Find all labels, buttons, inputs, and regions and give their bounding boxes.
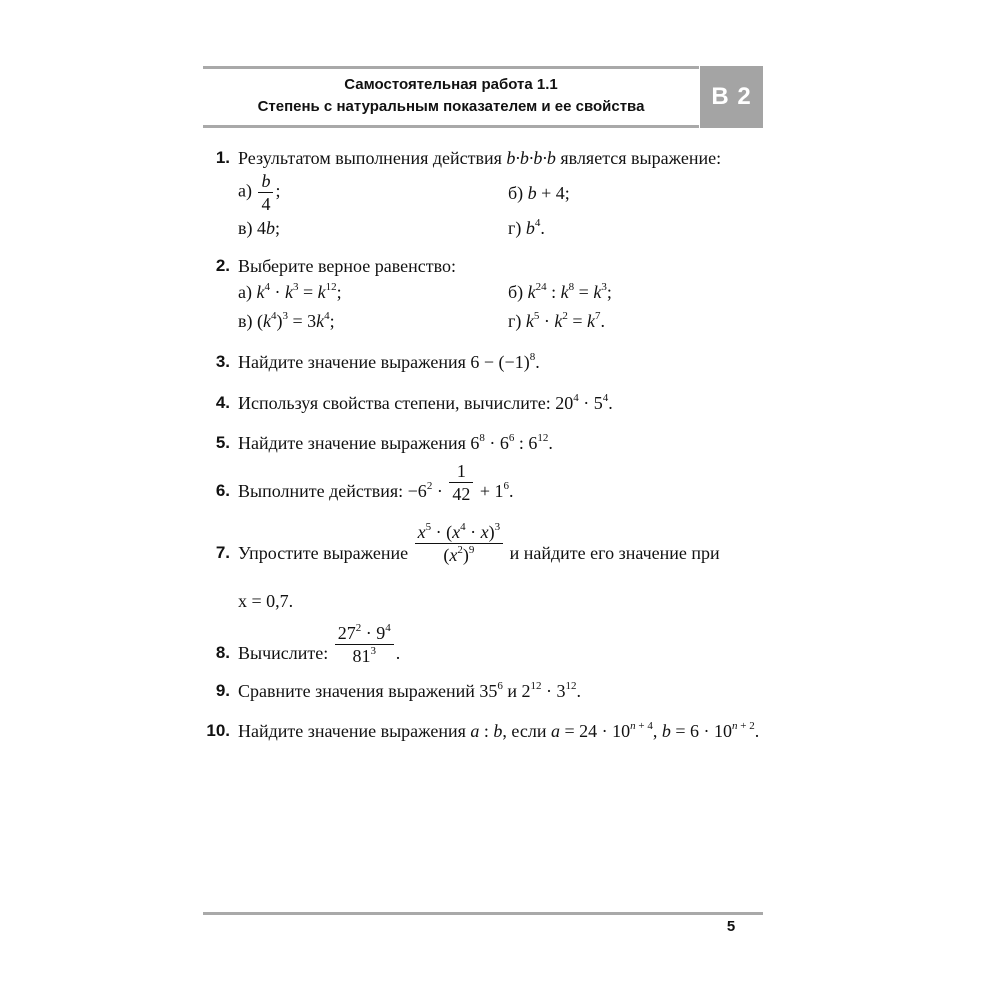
footer-rule	[203, 912, 763, 915]
task-text: Найдите значение выражения $6 - (-1)^8$.	[238, 351, 540, 372]
task-text: Найдите значение выражения a : b, если $a = 24 \cdot 10^{n + 4}$, $b = 6 \cdot 10^{n + 2}$.	[238, 720, 760, 741]
task-text: Вычислите: $\frac{27^2 \cdot 9^4}{81^3}$ .	[238, 622, 401, 667]
header-bottom-rule	[203, 125, 699, 128]
task-2-option-c: в) $(k^4)^3 = 3k^4$;	[238, 310, 335, 331]
task-1-option-d: г) $b^4$.	[508, 217, 545, 238]
task-7-continuation: x = 0,7.	[238, 591, 294, 611]
task-number: 6.	[215, 481, 230, 500]
task-number: 2.	[215, 256, 230, 275]
task-number: 9.	[215, 681, 230, 700]
worksheet-subtitle: Степень с натуральным показателем и ее свойства	[257, 98, 645, 115]
task-text: Сравните значения выражений $35^6$ и $2^{12} \cdot 3^{12}$.	[238, 680, 582, 701]
task-1-option-a: а) $\frac{b}{4}$ ;	[238, 171, 281, 214]
task-number: 1.	[215, 148, 230, 167]
task-text: Упростите выражение $\frac{x^5 \cdot (x^4 \cdot x)^3}{(x^2)^9}$ и найдите его значение при	[238, 521, 720, 566]
task-number: 7.	[215, 543, 230, 562]
task-text: Используя свойства степени, вычислите: $20^4 \cdot 5^4$.	[238, 392, 613, 413]
task-1-option-c: в) 4b;	[238, 218, 281, 238]
task-number: 10.	[206, 721, 230, 740]
task-text: Результатом выполнения действия b·b·b·b является выражение:	[238, 148, 722, 168]
task-2-option-a: а) $k^4 \cdot k^3 = k^{12}$;	[238, 281, 342, 302]
worksheet-header	[203, 66, 763, 128]
task-number: 3.	[215, 352, 230, 371]
page-number: 5	[726, 918, 736, 935]
task-2-option-b: б) $k^{24}$ : $k^8 = k^3$;	[508, 281, 612, 302]
task-2-option-d: г) $k^5 \cdot k^2 = k^7$.	[508, 310, 606, 331]
task-text: Выполните действия: $-6^2$ · $\frac{1}{42}$ + $1^6$.	[238, 461, 514, 505]
header-titles	[203, 74, 699, 118]
task-number: 5.	[215, 433, 230, 452]
header-top-rule	[203, 66, 699, 69]
task-number: 8.	[215, 643, 230, 662]
worksheet-title: Самостоятельная работа 1.1	[344, 76, 558, 93]
task-1-option-b: б) b + 4;	[508, 183, 570, 203]
task-text: Найдите значение выражения $6^8 \cdot 6^6$ : $6^{12}$.	[238, 432, 553, 453]
task-number: 4.	[215, 393, 230, 412]
task-text: Выберите верное равенство:	[238, 256, 456, 276]
variant-badge: В 2	[700, 66, 763, 128]
